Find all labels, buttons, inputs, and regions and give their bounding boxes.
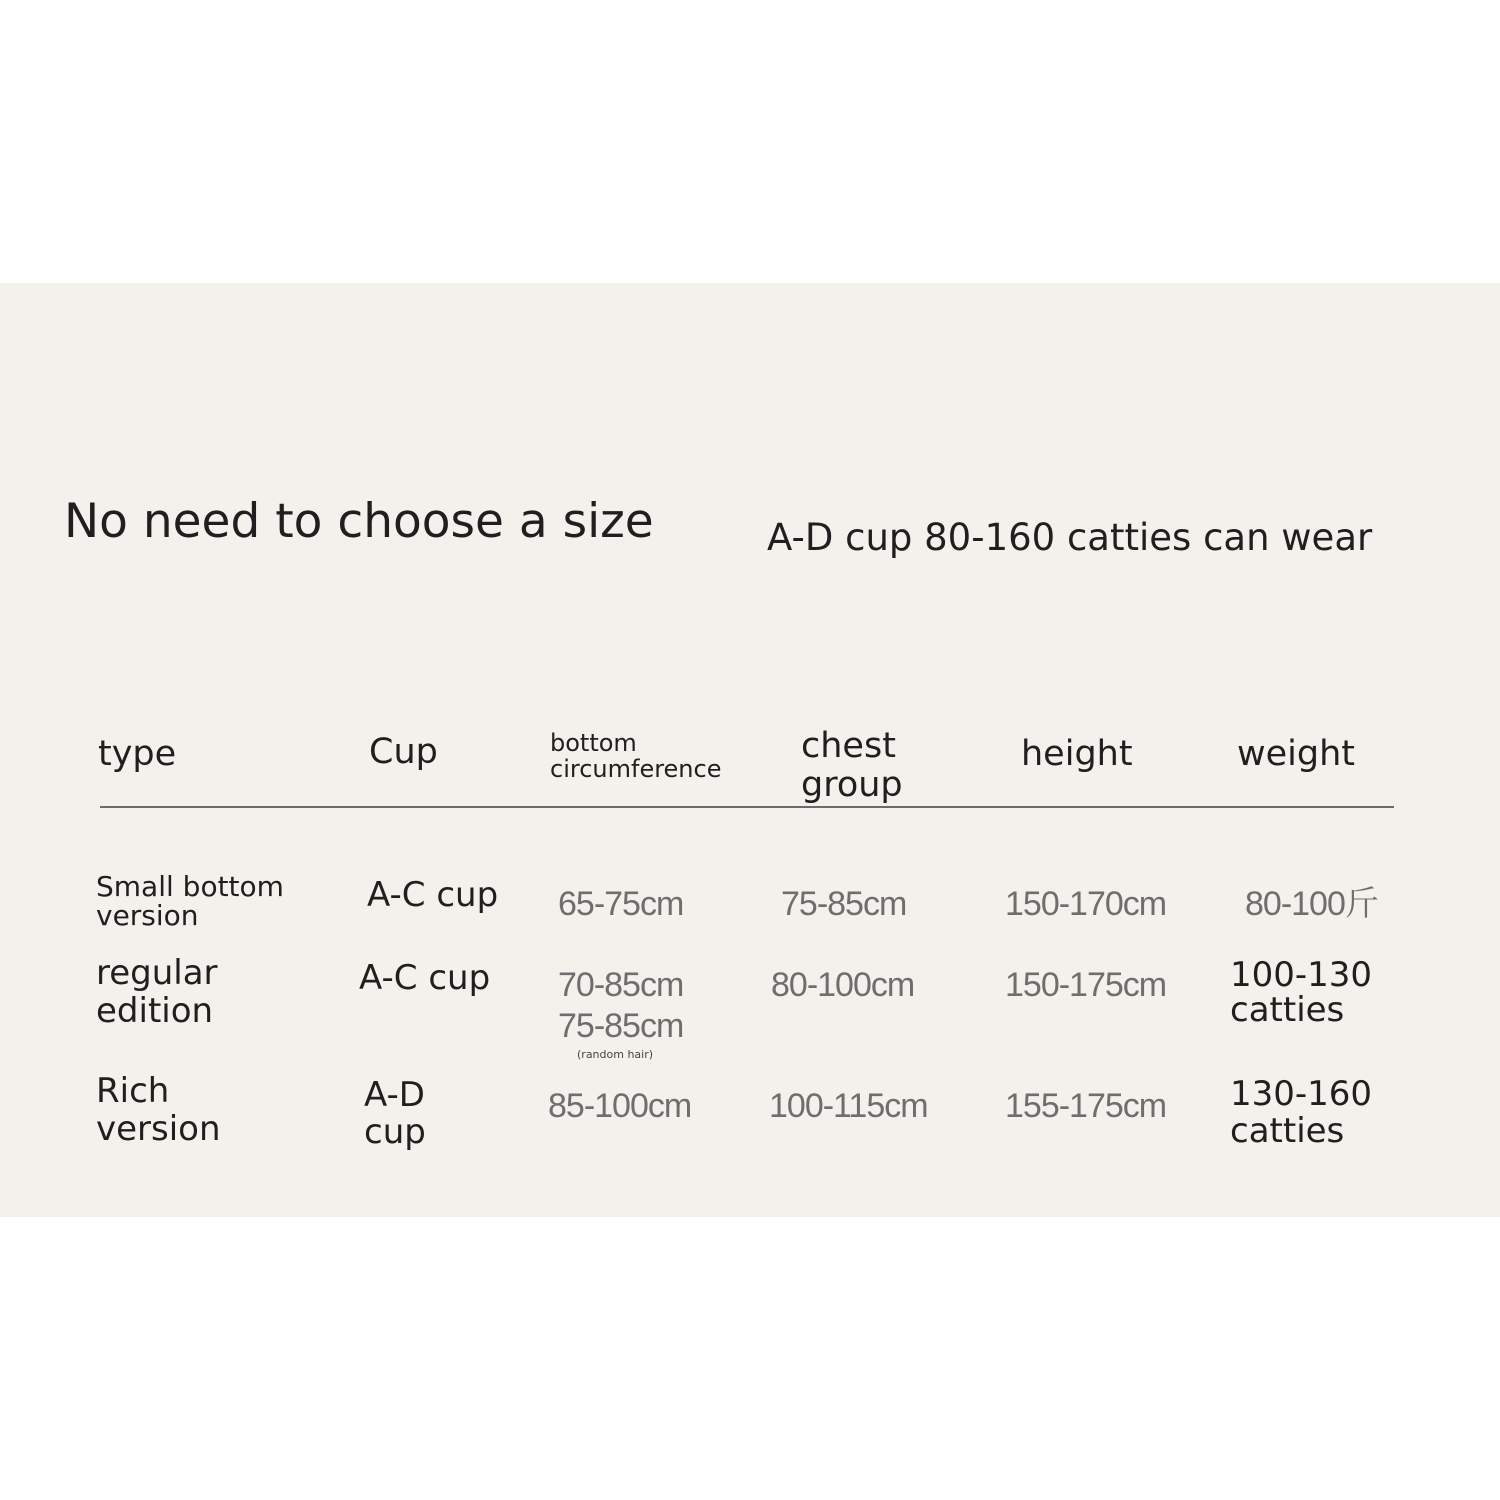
row3-cup-line1: A-D <box>364 1075 425 1115</box>
subline: A-D cup 80-160 catties can wear <box>767 516 1373 559</box>
header-cup: Cup <box>369 732 438 772</box>
table-row-1-weight: 80-100斤 <box>1245 885 1378 923</box>
table-row-3-chest: 100-115cm <box>769 1087 928 1125</box>
row2-type-line1: regular <box>96 953 218 993</box>
header-bottom-line1: bottom <box>550 729 637 757</box>
row3-type-line1: Rich <box>96 1071 170 1111</box>
table-row-3-bottom: 85-100cm <box>548 1087 692 1125</box>
header-bottom-line2: circumference <box>550 755 722 784</box>
table-row-1-cup: A-C cup <box>367 875 499 915</box>
table-row-1-bottom: 65-75cm <box>558 885 684 923</box>
header-chest-line1: chest <box>801 726 896 766</box>
row3-type-line2: version <box>96 1109 221 1150</box>
row2-bottom-line2: 75-85cm <box>558 1007 684 1046</box>
table-row-2-cup: A-C cup <box>359 958 491 998</box>
header-chest-group <box>801 727 903 805</box>
table-row-3-cup <box>364 1077 426 1152</box>
table-row-2-bottom <box>558 965 683 1048</box>
row2-bottom-note: (random hair) <box>577 1048 654 1061</box>
row2-type-line2: edition <box>96 991 214 1032</box>
headline: No need to choose a size <box>64 494 654 549</box>
header-weight: weight <box>1237 734 1356 774</box>
row3-weight-line2: catties <box>1230 1111 1345 1152</box>
table-row-3-type <box>96 1072 221 1148</box>
row2-weight-line2: catties <box>1230 989 1345 1030</box>
row2-bottom-line1: 70-85cm <box>558 966 684 1004</box>
table-row-3-height: 155-175cm <box>1005 1087 1167 1125</box>
table-row-2-type <box>96 954 218 1030</box>
table-row-1-chest: 75-85cm <box>781 885 907 923</box>
row3-cup-line2: cup <box>364 1112 426 1153</box>
header-type: type <box>98 734 177 774</box>
table-row-2-weight <box>1230 955 1373 1030</box>
header-chest-line2: group <box>801 765 903 806</box>
header-height: height <box>1021 734 1133 774</box>
table-row-3-weight <box>1230 1076 1372 1151</box>
row1-type-line1: Small bottom <box>96 870 284 903</box>
table-row-2-chest: 80-100cm <box>771 966 915 1004</box>
row2-weight-line1: 100-130 <box>1230 955 1373 995</box>
table-row-1-height: 150-170cm <box>1005 885 1167 923</box>
header-bottom-circumference <box>550 730 721 783</box>
row1-type-line2: version <box>96 899 199 933</box>
table-row-2-height: 150-175cm <box>1005 966 1167 1004</box>
table-row-1-type <box>96 872 284 931</box>
row3-weight-line1: 130-160 <box>1230 1074 1373 1114</box>
header-divider <box>100 806 1394 808</box>
